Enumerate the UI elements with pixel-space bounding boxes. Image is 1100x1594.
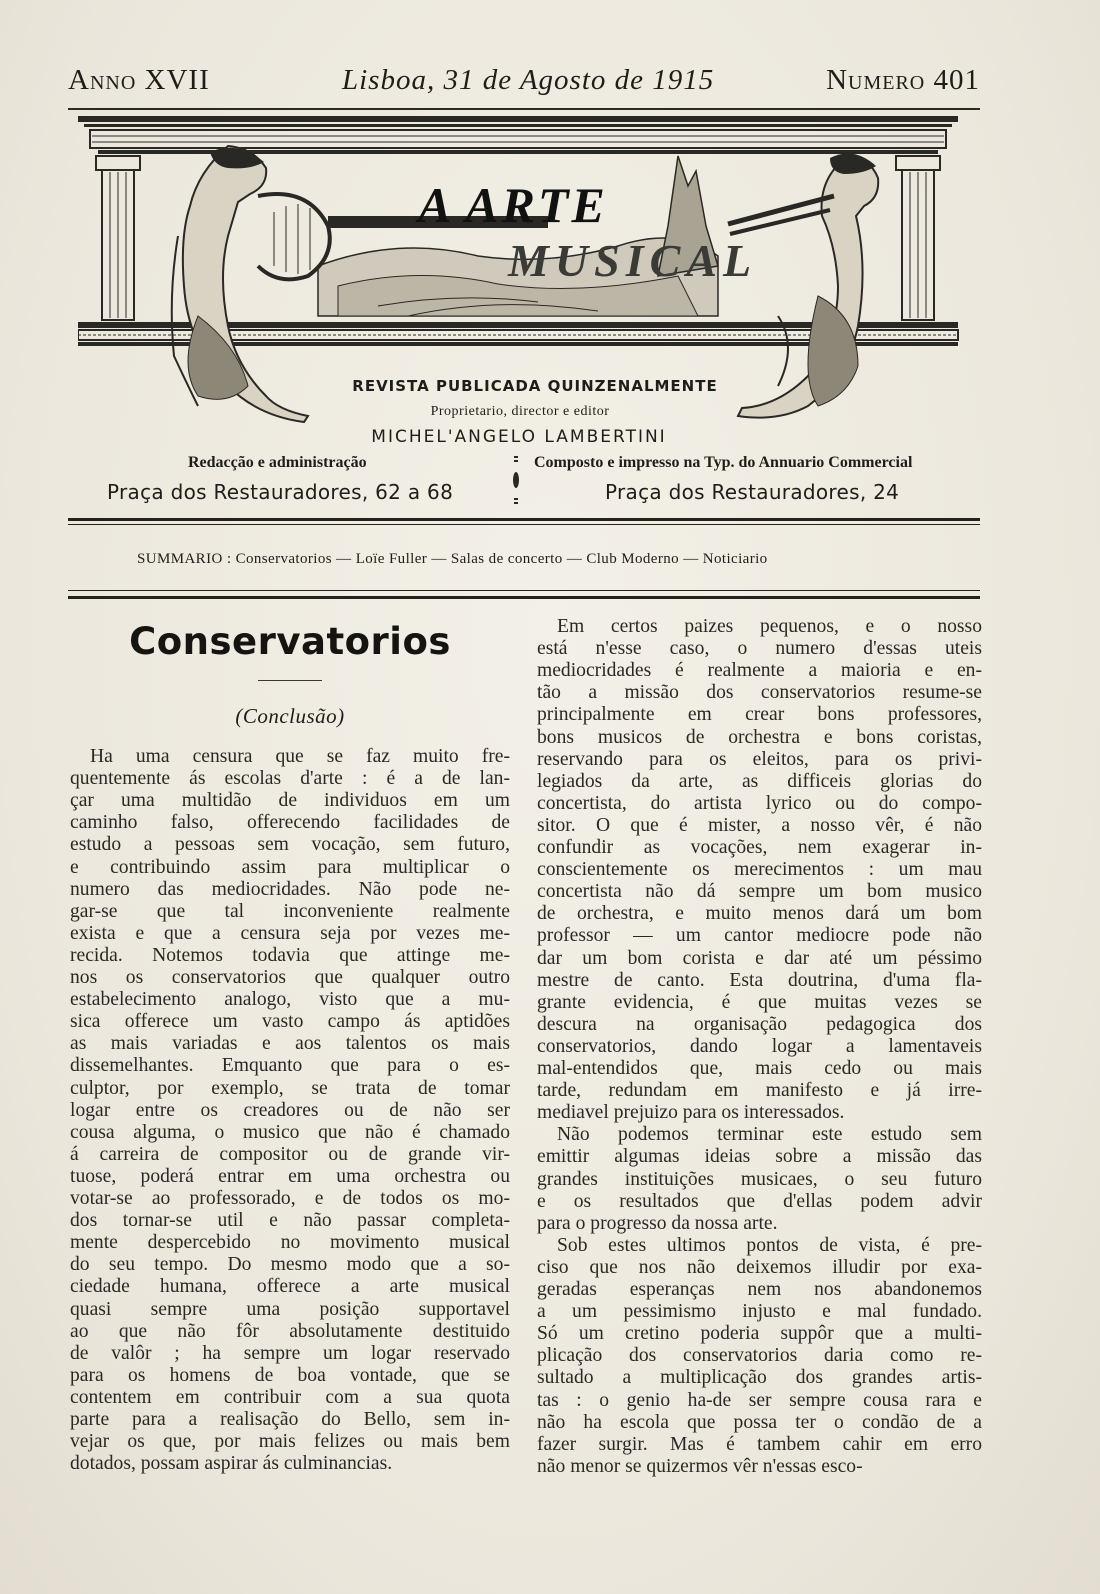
text-line: çar uma multidão de individuos em um bbox=[70, 790, 510, 812]
text-line: não menor se quizermos vêr n'essas esco- bbox=[537, 1455, 863, 1477]
text-line: bons musicos de orchestra e bons coristas, bbox=[537, 726, 982, 748]
text-line: Ha uma censura que se faz muito fre- bbox=[90, 746, 510, 767]
text-line: confundir as vocações, nem exagerar in- bbox=[537, 837, 982, 858]
proprietor-text: Proprietario, director e editor bbox=[430, 404, 610, 419]
text-line: quentemente ás escolas d'arte : é a de lan- bbox=[70, 768, 510, 790]
text-line: sica offerece um vasto campo ás aptidões bbox=[70, 1011, 510, 1033]
text-line: recida. Notemos todavia que attinge me- bbox=[70, 944, 510, 966]
text-line: gar-se que tal inconveniente realmente bbox=[70, 900, 510, 922]
editor-text: MICHEL'ANGELO LAMBERTINI bbox=[371, 427, 667, 447]
text-line: Sob estes ultimos pontos de vista, é pre- bbox=[557, 1234, 982, 1256]
text-line: conscientemente os merecimentos : um mau bbox=[537, 859, 982, 881]
text-line: mal-entendidos que, mais cedo ou mais bbox=[537, 1058, 982, 1079]
text-line: tarde, redundam em manifesto e já irre- bbox=[537, 1080, 982, 1102]
text-line: tão a missão dos conservatorios resume-se bbox=[537, 682, 982, 704]
admin-address: Praça dos Restauradores, 62 a 68 bbox=[107, 480, 454, 504]
text-line: mediocridades é realmente a maioria e en- bbox=[537, 660, 982, 682]
text-line: mente despercebido no movimento musical bbox=[70, 1232, 510, 1254]
proprietor-line bbox=[0, 404, 1100, 420]
text-line: concertista, do artista lyrico ou do compo- bbox=[537, 792, 982, 814]
article-title: Conservatorios bbox=[129, 620, 451, 663]
text-line: estabelecimento analogo, visto que a mu- bbox=[70, 989, 510, 1011]
text-line: contentem em contribuir com a sua quota bbox=[70, 1386, 510, 1408]
text-line: do seu tempo. Do mesmo modo que a so- bbox=[70, 1254, 510, 1276]
title-rule bbox=[258, 680, 322, 681]
article-subtitle: (Conclusão) bbox=[235, 704, 345, 728]
text-line: conservatorios, dando logar a lamentaveis bbox=[537, 1035, 982, 1057]
masthead-subtitle: MUSICAL bbox=[508, 235, 758, 286]
text-line: tas : o genio ha-de ser sempre cousa rara e bbox=[537, 1389, 982, 1411]
text-line: a um pessimismo injusto e mal fundado. bbox=[537, 1301, 982, 1323]
text-line: á carreira de compositor ou de grande vir- bbox=[70, 1143, 510, 1165]
text-line: Não podemos terminar este estudo sem bbox=[557, 1124, 982, 1146]
print-label: Composto e impresso na Typ. do Annuario Commercial bbox=[534, 454, 913, 471]
text-line: não ha escola que possa ter o condão de a bbox=[537, 1411, 982, 1433]
text-line: exista e que a censura seja por vezes me- bbox=[70, 922, 510, 944]
issue-number: Numero 401 bbox=[826, 64, 980, 96]
print-address: Praça dos Restauradores, 24 bbox=[605, 480, 900, 504]
text-line: reservando para os eleitos, para os privi- bbox=[537, 748, 982, 770]
text-line: mediavel prejuizo para os interessados. bbox=[537, 1102, 845, 1124]
text-line: sitor. O que é mister, a nosso vêr, é não bbox=[537, 814, 982, 836]
text-line: descura na organisação pedagogica dos bbox=[537, 1013, 982, 1035]
text-line: ciedade humana, offerece a arte musical bbox=[70, 1276, 510, 1298]
text-line: concertista não dá sempre um bom musico bbox=[537, 881, 982, 903]
text-line: principalmente em crear bons professores, bbox=[537, 704, 982, 726]
text-line: e os resultados que d'ellas podem advir bbox=[537, 1190, 982, 1212]
text-line: dar um bom corista e dar até um péssimo bbox=[537, 947, 982, 969]
text-line: mestre de canto. Esta doutrina, d'uma fla- bbox=[537, 969, 982, 991]
text-line: para os homens de boa vontade, que se bbox=[70, 1364, 510, 1386]
text-line: e contribuindo assim para multiplicar o bbox=[70, 856, 510, 878]
text-line: geradas esperanças nem nos abandonemos bbox=[537, 1279, 982, 1300]
tagline-text: REVISTA PUBLICADA QUINZENALMENTE bbox=[352, 377, 718, 395]
top-rule bbox=[68, 108, 980, 110]
text-line: culptor, por exemplo, se trata de tomar bbox=[70, 1077, 510, 1099]
text-line: quasi sempre uma posição supportavel bbox=[70, 1298, 510, 1320]
text-line: sultado a multiplicação dos grandes artis- bbox=[537, 1367, 982, 1389]
masthead-rule-thin bbox=[68, 524, 980, 525]
text-line: plicação dos conservatorios daria como re- bbox=[537, 1345, 982, 1367]
text-line: dissemelhantes. Emquanto que para o es- bbox=[70, 1055, 510, 1077]
text-line: cousa alguma, o musico que não é chamado bbox=[70, 1121, 510, 1143]
text-line: caminho falso, offerecendo facilidades de bbox=[70, 812, 510, 834]
masthead-title: A ARTE bbox=[418, 177, 608, 233]
masthead-rule bbox=[68, 518, 980, 521]
text-line: parte para a realisação do Bello, sem in- bbox=[70, 1409, 510, 1430]
text-line: as mais variadas e aos talentos os mais bbox=[70, 1033, 510, 1055]
issue-date: Lisboa, 31 de Agosto de 1915 bbox=[342, 64, 715, 96]
text-line: numero das mediocridades. Não pode ne- bbox=[70, 878, 510, 900]
text-line: emittir algumas ideias sobre a missão das bbox=[537, 1146, 982, 1168]
issue-header bbox=[68, 64, 980, 104]
text-line: fazer surgir. Mas é tambem cahir em erro bbox=[537, 1433, 982, 1455]
text-line: nos os conservatorios que qualquer outro bbox=[70, 967, 510, 988]
text-line: ciso que nos não deixemos illudir por exa- bbox=[537, 1256, 982, 1278]
summary-rule-thin bbox=[68, 590, 980, 591]
text-line: legiados da arte, as difficeis glorias do bbox=[537, 770, 982, 792]
text-line: grandes instituições musicaes, o seu futuro bbox=[537, 1168, 982, 1190]
issue-year: Anno XVII bbox=[68, 64, 210, 96]
text-line: dotados, possam aspirar ás culminancias. bbox=[70, 1453, 393, 1475]
text-line: tuose, poderá entrar em uma orchestra ou bbox=[70, 1165, 510, 1187]
text-line: vejar os que, por mais felizes ou mais bem bbox=[70, 1431, 510, 1453]
separator-ornament bbox=[512, 454, 520, 508]
admin-label: Redacção e administração bbox=[188, 454, 367, 471]
text-line: dos tornar-se util e não passar completa- bbox=[70, 1210, 510, 1232]
text-line: ao que não fôr absolutamente destituido bbox=[70, 1320, 510, 1342]
text-line: Em certos paizes pequenos, e o nosso bbox=[557, 616, 982, 637]
text-line: logar entre os creadores ou de não ser bbox=[70, 1099, 510, 1121]
tagline bbox=[0, 377, 1100, 395]
summary-rule bbox=[68, 596, 980, 599]
text-line: grante evidencia, é que muitas vezes se bbox=[537, 991, 982, 1013]
text-line: de orchestra, e muito menos dará um bom bbox=[537, 903, 982, 925]
text-line: de valôr ; ha sempre um logar reservado bbox=[70, 1342, 510, 1364]
text-line: professor — um cantor mediocre pode não bbox=[537, 925, 982, 947]
summary: SUMMARIO : Conservatorios — Loïe Fuller — Salas de concerto — Club Moderno — Noticiario bbox=[137, 551, 768, 567]
text-line: votar-se ao professorado, e de todos os mo- bbox=[70, 1188, 510, 1209]
editor-name bbox=[0, 427, 1100, 447]
text-line: Só um cretino poderia suppôr que a multi- bbox=[537, 1323, 982, 1345]
text-line: para o progresso da nossa arte. bbox=[537, 1212, 778, 1234]
text-line: está n'esse caso, o numero d'essas uteis bbox=[537, 638, 982, 660]
text-line: estudo a pessoas sem vocação, sem futuro, bbox=[70, 834, 510, 856]
